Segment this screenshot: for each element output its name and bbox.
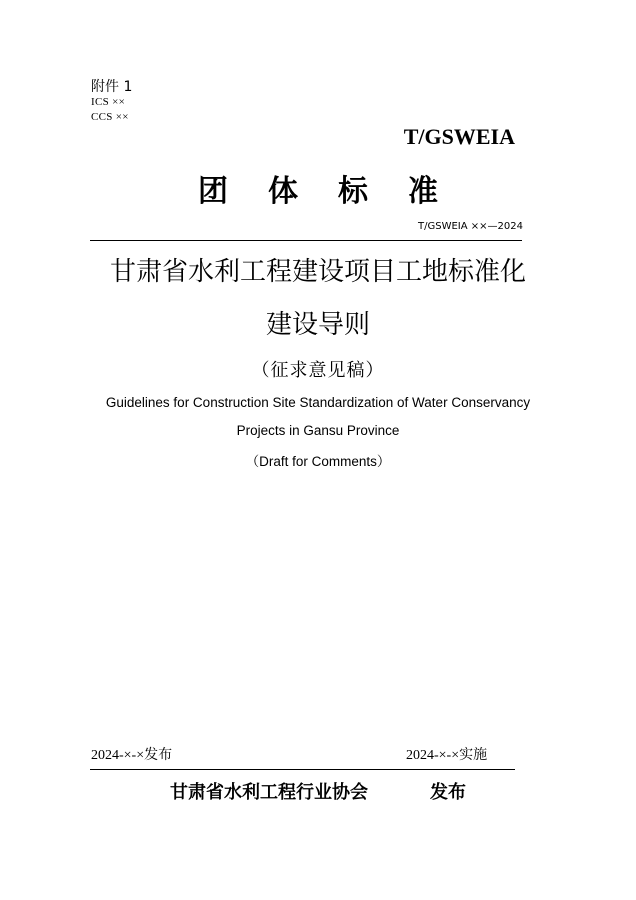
draft-status-cn: （征求意见稿） <box>251 360 385 381</box>
standard-number: T/GSWEIA ××—2024 <box>418 221 523 232</box>
title-cn-line2: 建设导则 <box>265 310 370 340</box>
standard-type-heading: 团体标准 <box>198 174 478 209</box>
top-divider <box>90 240 522 241</box>
draft-status-en: （Draft for Comments） <box>245 454 391 469</box>
implement-date: 2024-×-×实施 <box>406 748 488 763</box>
title-en-line2: Projects in Gansu Province <box>236 423 400 438</box>
bottom-divider <box>90 769 515 770</box>
ccs-code: CCS ×× <box>91 111 129 123</box>
publish-label: 发布 <box>430 782 466 803</box>
title-en-line1: Guidelines for Construction Site Standardization of Water Conservancy <box>105 395 531 410</box>
attachment-label: 附件 1 <box>91 79 133 95</box>
publisher-name: 甘肃省水利工程行业协会 <box>170 782 368 803</box>
ics-code: ICS ×× <box>91 96 126 108</box>
standard-code: T/GSWEIA <box>403 124 515 149</box>
publish-date: 2024-×-×发布 <box>91 748 173 763</box>
title-cn-line1: 甘肃省水利工程建设项目工地标准化 <box>109 257 526 287</box>
